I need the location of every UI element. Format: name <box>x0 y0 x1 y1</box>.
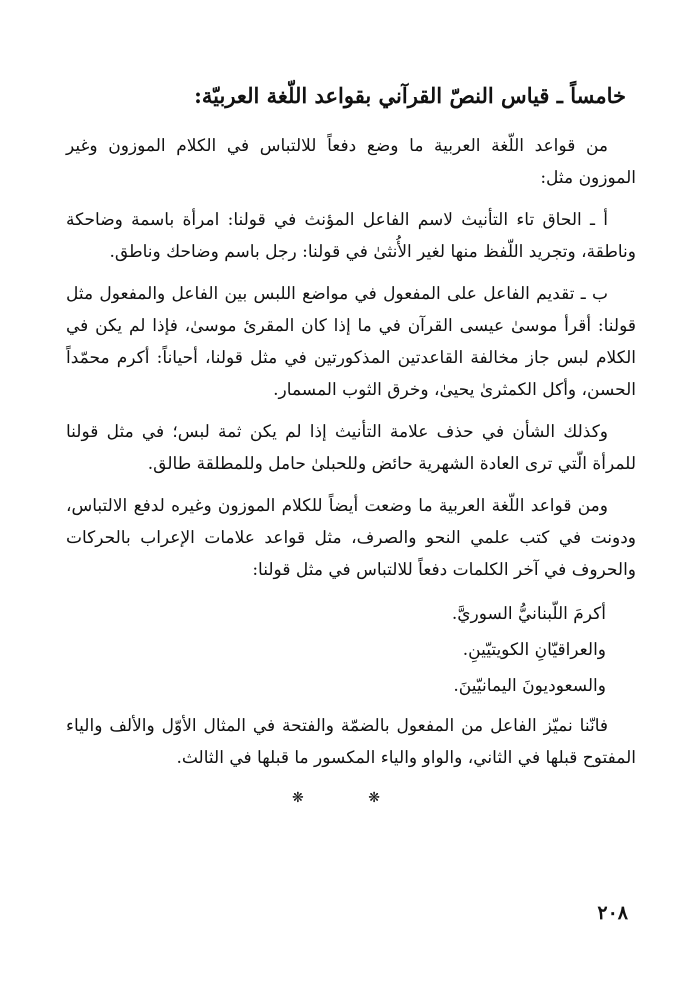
paragraph-feminine-marker: وكذلك الشأن في حذف علامة التأنيث إذا لم يكن ثمة لبس؛ في مثل قولنا للمرأة الّتي ترى العادة الشهرية حائض وللحبلىٰ حامل وللمطلقة طالق. <box>66 422 636 474</box>
page-body <box>66 78 636 812</box>
paragraph-conclusion: فانّنا نميّز الفاعل من المفعول بالضمّة والفتحة في المثال الأوّل والألف والياء المفتوح قبلها في الثاني، والواو والياء المكسور ما قبلها في الثالث. <box>66 716 636 768</box>
paragraph-intro: من قواعد اللّغة العربية ما وضع دفعاً للالتباس في الكلام الموزون وغير الموزون مثل: <box>66 136 636 188</box>
page-number: ٢٠٨ <box>597 902 628 924</box>
section-separator: ❋ ❋ <box>292 790 410 806</box>
example-line: والسعوديونَ اليمانيّينَ. <box>453 676 606 696</box>
paragraph-alif: أ ـ الحاق تاء التأنيث لاسم الفاعل المؤنث في قولنا: امرأة باسمة وضاحكة وناطقة، وتجريد اللّفظ منها لغير الأُنثىٰ في قولنا: رجل باسم وضاحك وناطق. <box>66 210 636 262</box>
paragraph-ba: ب ـ تقديم الفاعل على المفعول في مواضع اللبس بين الفاعل والمفعول مثل قولنا: أقرأ موسىٰ عيسى القرآن في ما إذا كان المقرئ موسىٰ، فإذا لم يكن في الكلام لبس جاز مخالفة القاعدتين المذكورتين في مثل قولنا، أحياناً: أكرم محمّداً الحسن، وأكل الكمثرىٰ يحيىٰ، وخرق الثوب المسمار. <box>66 284 636 400</box>
example-line: أكرمَ اللّبنانيُّ السوريَّ. <box>451 604 606 624</box>
example-list <box>66 596 636 704</box>
example-line: والعراقيّانِ الكويتيّينِ. <box>462 640 606 660</box>
paragraph-case-endings: ومن قواعد اللّغة العربية ما وضعت أيضاً للكلام الموزون وغيره لدفع الالتباس، ودونت في كتب علمي النحو والصرف، مثل قواعد علامات الإعراب بالحركات والحروف في آخر الكلمات دفعاً للالتباس في مثل قولنا: <box>66 496 636 580</box>
section-heading: خامساً ـ قياس النصّ القرآني بقواعد اللّغة العربيّة: <box>194 83 626 108</box>
